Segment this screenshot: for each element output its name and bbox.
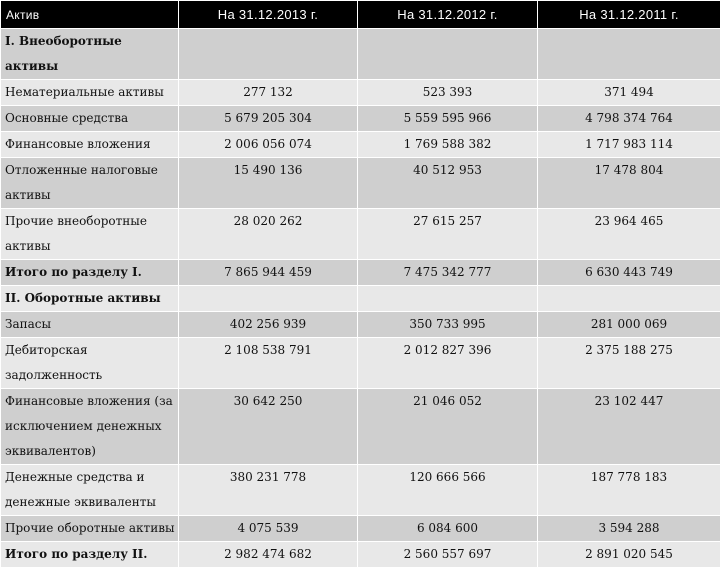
value-2012: 27 615 257 bbox=[358, 209, 538, 260]
value-2011: 2 375 188 275 bbox=[538, 338, 720, 389]
value-2012: 21 046 052 bbox=[358, 389, 538, 465]
value-2011: 371 494 bbox=[538, 80, 720, 106]
row-label: Запасы bbox=[1, 312, 179, 338]
header-2012: На 31.12.2012 г. bbox=[358, 1, 538, 29]
value-2012: 1 769 588 382 bbox=[358, 132, 538, 158]
value-2013 bbox=[179, 29, 358, 80]
row-label: Итого по разделу II. bbox=[1, 542, 179, 568]
value-2013: 4 075 539 bbox=[179, 516, 358, 542]
table-row bbox=[1, 312, 720, 338]
value-2012: 2 560 557 697 bbox=[358, 542, 538, 568]
value-2013: 15 490 136 bbox=[179, 158, 358, 209]
value-2012: 2 012 827 396 bbox=[358, 338, 538, 389]
header-asset: Актив bbox=[1, 1, 179, 29]
value-2011: 4 798 374 764 bbox=[538, 106, 720, 132]
value-2011: 2 891 020 545 bbox=[538, 542, 720, 568]
value-2012: 40 512 953 bbox=[358, 158, 538, 209]
section-row-noncurrent bbox=[1, 29, 720, 80]
value-2011 bbox=[538, 29, 720, 80]
value-2012 bbox=[358, 29, 538, 80]
value-2012: 523 393 bbox=[358, 80, 538, 106]
table-row bbox=[1, 389, 720, 465]
row-label: Прочие оборотные активы bbox=[1, 516, 179, 542]
row-label: Дебиторская задолженность bbox=[1, 338, 179, 389]
value-2013: 28 020 262 bbox=[179, 209, 358, 260]
table-row bbox=[1, 338, 720, 389]
value-2013: 402 256 939 bbox=[179, 312, 358, 338]
value-2011: 6 630 443 749 bbox=[538, 260, 720, 286]
row-label: Итого по разделу I. bbox=[1, 260, 179, 286]
value-2011: 23 102 447 bbox=[538, 389, 720, 465]
row-label: Денежные средства и денежные эквиваленты bbox=[1, 465, 179, 516]
header-2011: На 31.12.2011 г. bbox=[538, 1, 720, 29]
value-2013: 7 865 944 459 bbox=[179, 260, 358, 286]
value-2011: 3 594 288 bbox=[538, 516, 720, 542]
value-2012: 5 559 595 966 bbox=[358, 106, 538, 132]
table-row bbox=[1, 80, 720, 106]
value-2012: 120 666 566 bbox=[358, 465, 538, 516]
value-2012 bbox=[358, 286, 538, 312]
row-label: I. Внеоборотные активы bbox=[1, 29, 179, 80]
row-label: Нематериальные активы bbox=[1, 80, 179, 106]
value-2013: 30 642 250 bbox=[179, 389, 358, 465]
table-row bbox=[1, 158, 720, 209]
total-row-current bbox=[1, 542, 720, 568]
total-row-noncurrent bbox=[1, 260, 720, 286]
value-2011: 1 717 983 114 bbox=[538, 132, 720, 158]
table-row bbox=[1, 209, 720, 260]
row-label: Финансовые вложения bbox=[1, 132, 179, 158]
value-2012: 6 084 600 bbox=[358, 516, 538, 542]
table-row bbox=[1, 516, 720, 542]
row-label: Прочие внеоборотные активы bbox=[1, 209, 179, 260]
row-label: II. Оборотные активы bbox=[1, 286, 179, 312]
value-2011 bbox=[538, 286, 720, 312]
value-2013: 5 679 205 304 bbox=[179, 106, 358, 132]
row-label: Основные средства bbox=[1, 106, 179, 132]
value-2012: 350 733 995 bbox=[358, 312, 538, 338]
value-2013: 2 982 474 682 bbox=[179, 542, 358, 568]
row-label: Отложенные налоговые активы bbox=[1, 158, 179, 209]
header-row bbox=[1, 1, 720, 29]
table-row bbox=[1, 132, 720, 158]
table-row bbox=[1, 465, 720, 516]
table-row bbox=[1, 106, 720, 132]
section-row-current bbox=[1, 286, 720, 312]
value-2013: 2 108 538 791 bbox=[179, 338, 358, 389]
value-2013: 380 231 778 bbox=[179, 465, 358, 516]
header-2013: На 31.12.2013 г. bbox=[179, 1, 358, 29]
value-2012: 7 475 342 777 bbox=[358, 260, 538, 286]
value-2013: 2 006 056 074 bbox=[179, 132, 358, 158]
value-2011: 187 778 183 bbox=[538, 465, 720, 516]
value-2011: 23 964 465 bbox=[538, 209, 720, 260]
value-2013: 277 132 bbox=[179, 80, 358, 106]
value-2013 bbox=[179, 286, 358, 312]
value-2011: 17 478 804 bbox=[538, 158, 720, 209]
value-2011: 281 000 069 bbox=[538, 312, 720, 338]
row-label: Финансовые вложения (за исключением денежных эквивалентов) bbox=[1, 389, 179, 465]
